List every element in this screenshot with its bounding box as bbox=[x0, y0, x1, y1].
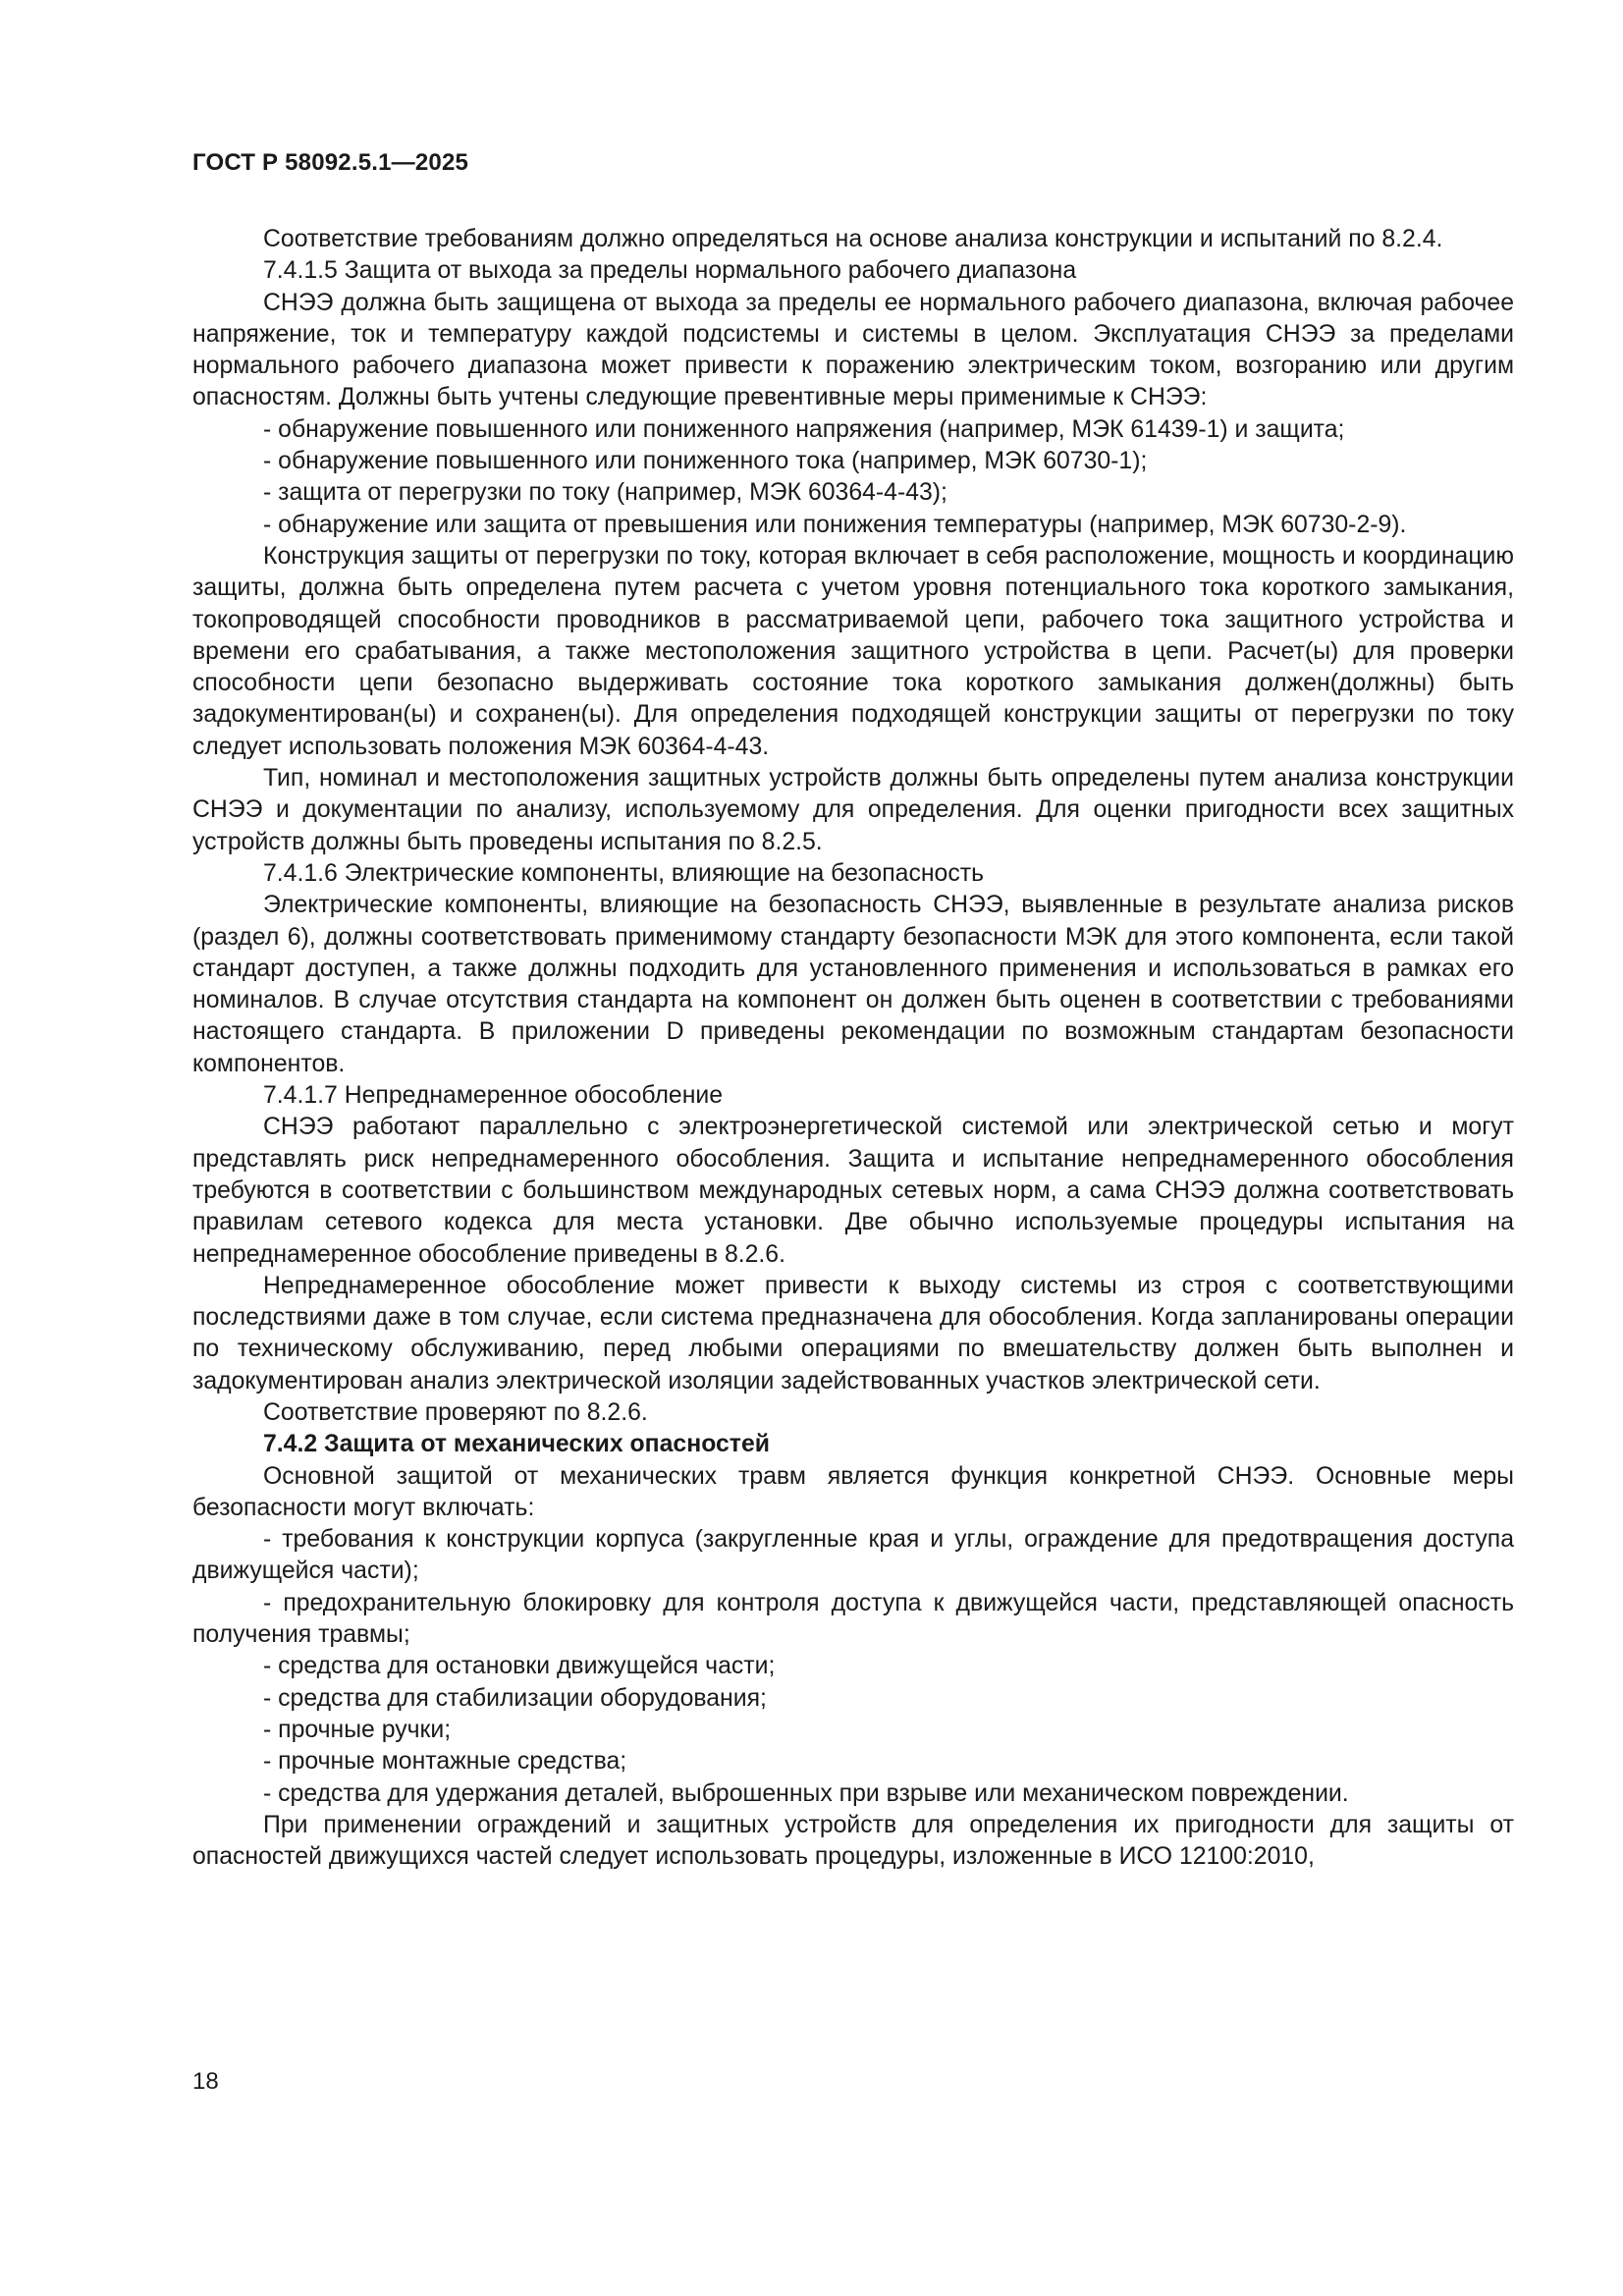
paragraph: При применении ограждений и защитных устройств для определения их пригодности для защиты от опасностей движущихся частей следует использовать процедуры, изложенные в ИСО 12100:2010, bbox=[192, 1811, 1514, 1871]
list-item: - средства для стабилизации оборудования; bbox=[263, 1684, 767, 1712]
list-item: - средства для остановки движущейся части; bbox=[263, 1653, 776, 1680]
list-item: - предохранительную блокировку для контроля доступа к движущейся части, представляющей опасность получения травмы; bbox=[192, 1589, 1514, 1649]
paragraph: СНЭЭ должна быть защищена от выхода за пределы ее нормального рабочего диапазона, включая рабочее напряжение, ток и температуру каждой подсистемы и системы в целом. Эксплуатация СНЭЭ за пределами нормального рабочего диапазона может привести к поражению электрическим током, возгоранию или другим опасностям. Должны быть учтены следующие превентивные меры применимые к СНЭЭ: bbox=[192, 289, 1514, 411]
list-item: - обнаружение или защита от превышения или понижения температуры (например, МЭК 60730-2-9). bbox=[263, 511, 1407, 538]
list-item: - обнаружение повышенного или пониженного тока (например, МЭК 60730-1); bbox=[263, 448, 1148, 475]
section-heading: 7.4.2 Защита от механических опасностей bbox=[263, 1431, 770, 1458]
paragraph: Непреднамеренное обособление может привести к выходу системы из строя с соответствующими последствиями даже в том случае, если система предназначена для обособления. Когда запланированы операции по техническому обслуживанию, перед любыми операциями по вмешательству должен быть выполнен и задокументирован анализ электрической изоляции задействованных участков электрической сети. bbox=[192, 1272, 1514, 1394]
document-header: ГОСТ Р 58092.5.1—2025 bbox=[192, 149, 469, 176]
paragraph: СНЭЭ работают параллельно с электроэнергетической системой или электрической сетью и могут представлять риск непреднамеренного обособления. Защита и испытание непреднамеренного обособления требуются в соответствии с большинством международных сетевых норм, а сама СНЭЭ должна соответствовать правилам сетевого кодекса для места установки. Две обычно используемые процедуры испытания на непреднамеренное обособление приведены в 8.2.6. bbox=[192, 1114, 1514, 1268]
subsection-heading: 7.4.1.6 Электрические компоненты, влияющие на безопасность bbox=[263, 859, 985, 887]
list-item: - требования к конструкции корпуса (закругленные края и углы, ограждение для предотвращения доступа движущейся части); bbox=[192, 1526, 1514, 1585]
page-number: 18 bbox=[192, 2068, 219, 2095]
subsection-heading: 7.4.1.5 Защита от выхода за пределы нормального рабочего диапазона bbox=[263, 257, 1077, 285]
list-item: - защита от перегрузки по току (например, МЭК 60364-4-43); bbox=[263, 479, 947, 507]
paragraph: Основной защитой от механических травм является функция конкретной СНЭЭ. Основные меры безопасности могут включать: bbox=[192, 1462, 1514, 1521]
list-item: - прочные монтажные средства; bbox=[263, 1748, 627, 1776]
document-body bbox=[192, 224, 1514, 1873]
list-item: - обнаружение повышенного или пониженного напряжения (например, МЭК 61439-1) и защита; bbox=[263, 415, 1345, 443]
list-item: - прочные ручки; bbox=[263, 1716, 452, 1743]
paragraph: Электрические компоненты, влияющие на безопасность СНЭЭ, выявленные в результате анализа рисков (раздел 6), должны соответствовать применимому стандарту безопасности МЭК для этого компонента, если такой стандарт доступен, а также должны подходить для установленного применения и использоваться в рамках его номиналов. В случае отсутствия стандарта на компонент он должен быть оценен в соответствии с требованиями настоящего стандарта. В приложении D приведены рекомендации по возможным стандартам безопасности компонентов. bbox=[192, 892, 1514, 1077]
paragraph: Соответствие проверяют по 8.2.6. bbox=[263, 1398, 648, 1426]
paragraph: Соответствие требованиям должно определяться на основе анализа конструкции и испытаний по 8.2.4. bbox=[263, 226, 1443, 252]
subsection-heading: 7.4.1.7 Непреднамеренное обособление bbox=[263, 1082, 724, 1110]
paragraph: Тип, номинал и местоположения защитных устройств должны быть определены путем анализа конструкции СНЭЭ и документации по анализу, используемому для определения. Для оценки пригодности всех защитных устройств должны быть проведены испытания по 8.2.5. bbox=[192, 765, 1514, 855]
paragraph: Конструкция защиты от перегрузки по току, которая включает в себя расположение, мощность и координацию защиты, должна быть определена путем расчета с учетом уровня потенциального тока короткого замыкания, токопроводящей способности проводников в рассматриваемой цепи, рабочего тока защитного устройства и времени его срабатывания, а также местоположения защитного устройства в цепи. Расчет(ы) для проверки способности цепи безопасно выдерживать состояние тока короткого замыкания должен(должны) быть задокументирован(ы) и сохранен(ы). Для определения подходящей конструкции защиты от перегрузки по току следует использовать положения МЭК 60364-4-43. bbox=[192, 542, 1514, 760]
list-item: - средства для удержания деталей, выброшенных при взрыве или механическом повреждении. bbox=[263, 1779, 1349, 1807]
